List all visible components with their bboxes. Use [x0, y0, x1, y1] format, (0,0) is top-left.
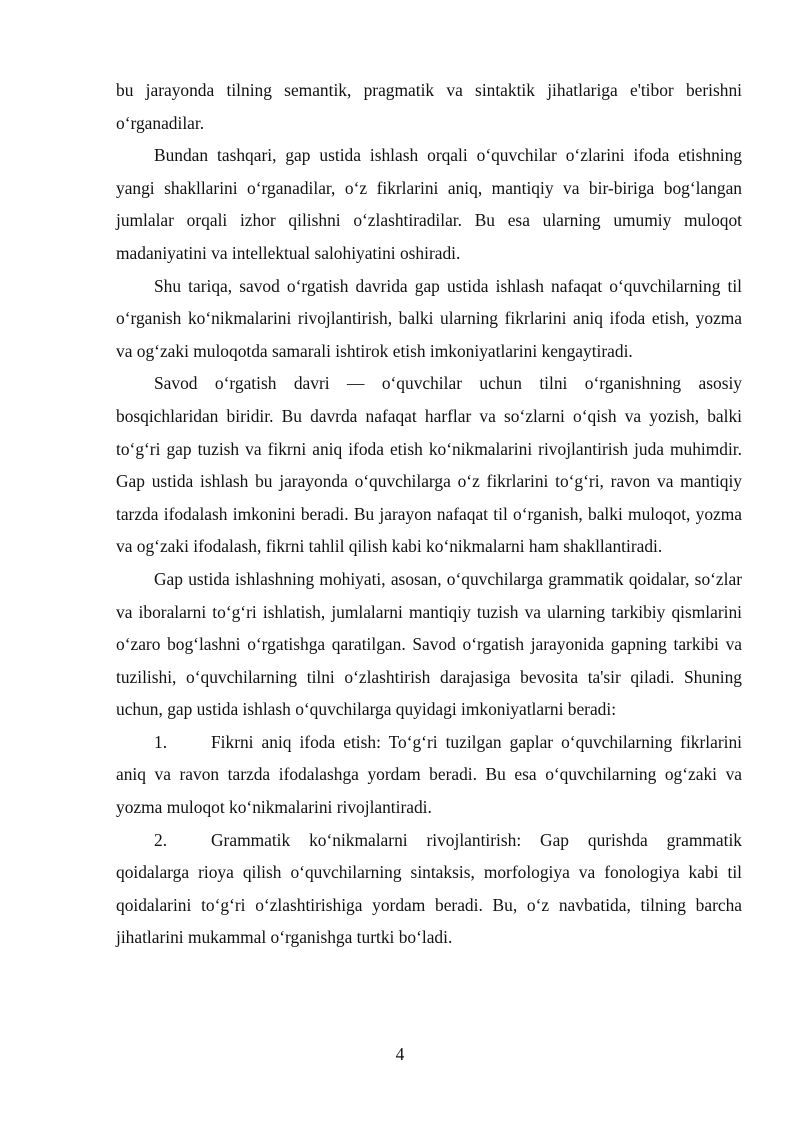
paragraph: Shu tariqa, savod o‘rgatish davrida gap ustida ishlash nafaqat o‘quvchilarning til o‘rganish ko‘nikmalarini rivojlantirish, balki ularning fikrlarini aniq ifoda etish, yozma va og‘zaki muloqotda samarali ishtirok etish imkoniyatlarini kengaytiradi. — [116, 275, 742, 361]
page-number: 4 — [395, 1044, 405, 1064]
list-item — [116, 726, 742, 824]
list-item-number: 2. — [154, 829, 168, 850]
paragraph-continuation: bu jarayonda tilning semantik, pragmatik va sintaktik jihatlariga e'tibor berishni o‘rganadilar. — [116, 80, 742, 133]
document-page — [116, 74, 742, 954]
paragraph: Gap ustida ishlashning mohiyati, asosan, o‘quvchilarga grammatik qoidalar, so‘zlar va iboralarni to‘g‘ri ishlatish, jumlalarni mantiqiy tuzish va ularning tarkibiy qismlarini o‘zaro bog‘lashni o‘rgatishga qaratilgan. Savod o‘rgatish jarayonida gapning tarkibi va tuzilishi, o‘quvchilarning tilni o‘zlashtirish darajasiga bevosita ta'sir qiladi. Shuning uchun, gap ustida ishlash o‘quvchilarga quyidagi imkoniyatlarni beradi: — [116, 568, 742, 720]
paragraph: Bundan tashqari, gap ustida ishlash orqali o‘quvchilar o‘zlarini ifoda etishning yangi shakllarini o‘rganadilar, o‘z fikrlarini aniq, mantiqiy va bir-biriga bog‘langan jumlalar orqali izhor qilishni o‘zlashtiradilar. Bu esa ularning umumiy muloqot madaniyatini va intellektual salohiyatini oshiradi. — [116, 145, 742, 263]
list-item-text: Grammatik ko‘nikmalarni rivojlantirish: Gap qurishda grammatik qoidalarga rioya qilish o‘quvchilarning sintaksis, morfologiya va fonologiya kabi til qoidalarini to‘g‘ri o‘zlashtirishiga yordam beradi. Bu, o‘z navbatida, tilning barcha jihatlarini mukammal o‘rganishga turtki bo‘ladi. — [116, 829, 742, 948]
paragraph: Savod o‘rgatish davri — o‘quvchilar uchun tilni o‘rganishning asosiy bosqichlaridan biridir. Bu davrda nafaqat harflar va so‘zlarni o‘qish va yozish, balki to‘g‘ri gap tuzish va fikrni aniq ifoda etish ko‘nikmalarini rivojlantirish juda muhimdir. Gap ustida ishlash bu jarayonda o‘quvchilarga o‘z fikrlarini to‘g‘ri, ravon va mantiqiy tarzda ifodalash imkonini beradi. Bu jarayon nafaqat til o‘rganish, balki muloqot, yozma va og‘zaki ifodalash, fikrni tahlil qilish kabi ko‘nikmalarni ham shakllantiradi. — [116, 373, 742, 557]
list-item-text: Fikrni aniq ifoda etish: To‘g‘ri tuzilgan gaplar o‘quvchilarning fikrlarini aniq va ravon tarzda ifodalashga yordam beradi. Bu esa o‘quvchilarning og‘zaki va yozma muloqot ko‘nikmalarini rivojlantiradi. — [116, 731, 742, 818]
list-item-number: 1. — [154, 731, 168, 752]
list-item — [116, 824, 742, 954]
